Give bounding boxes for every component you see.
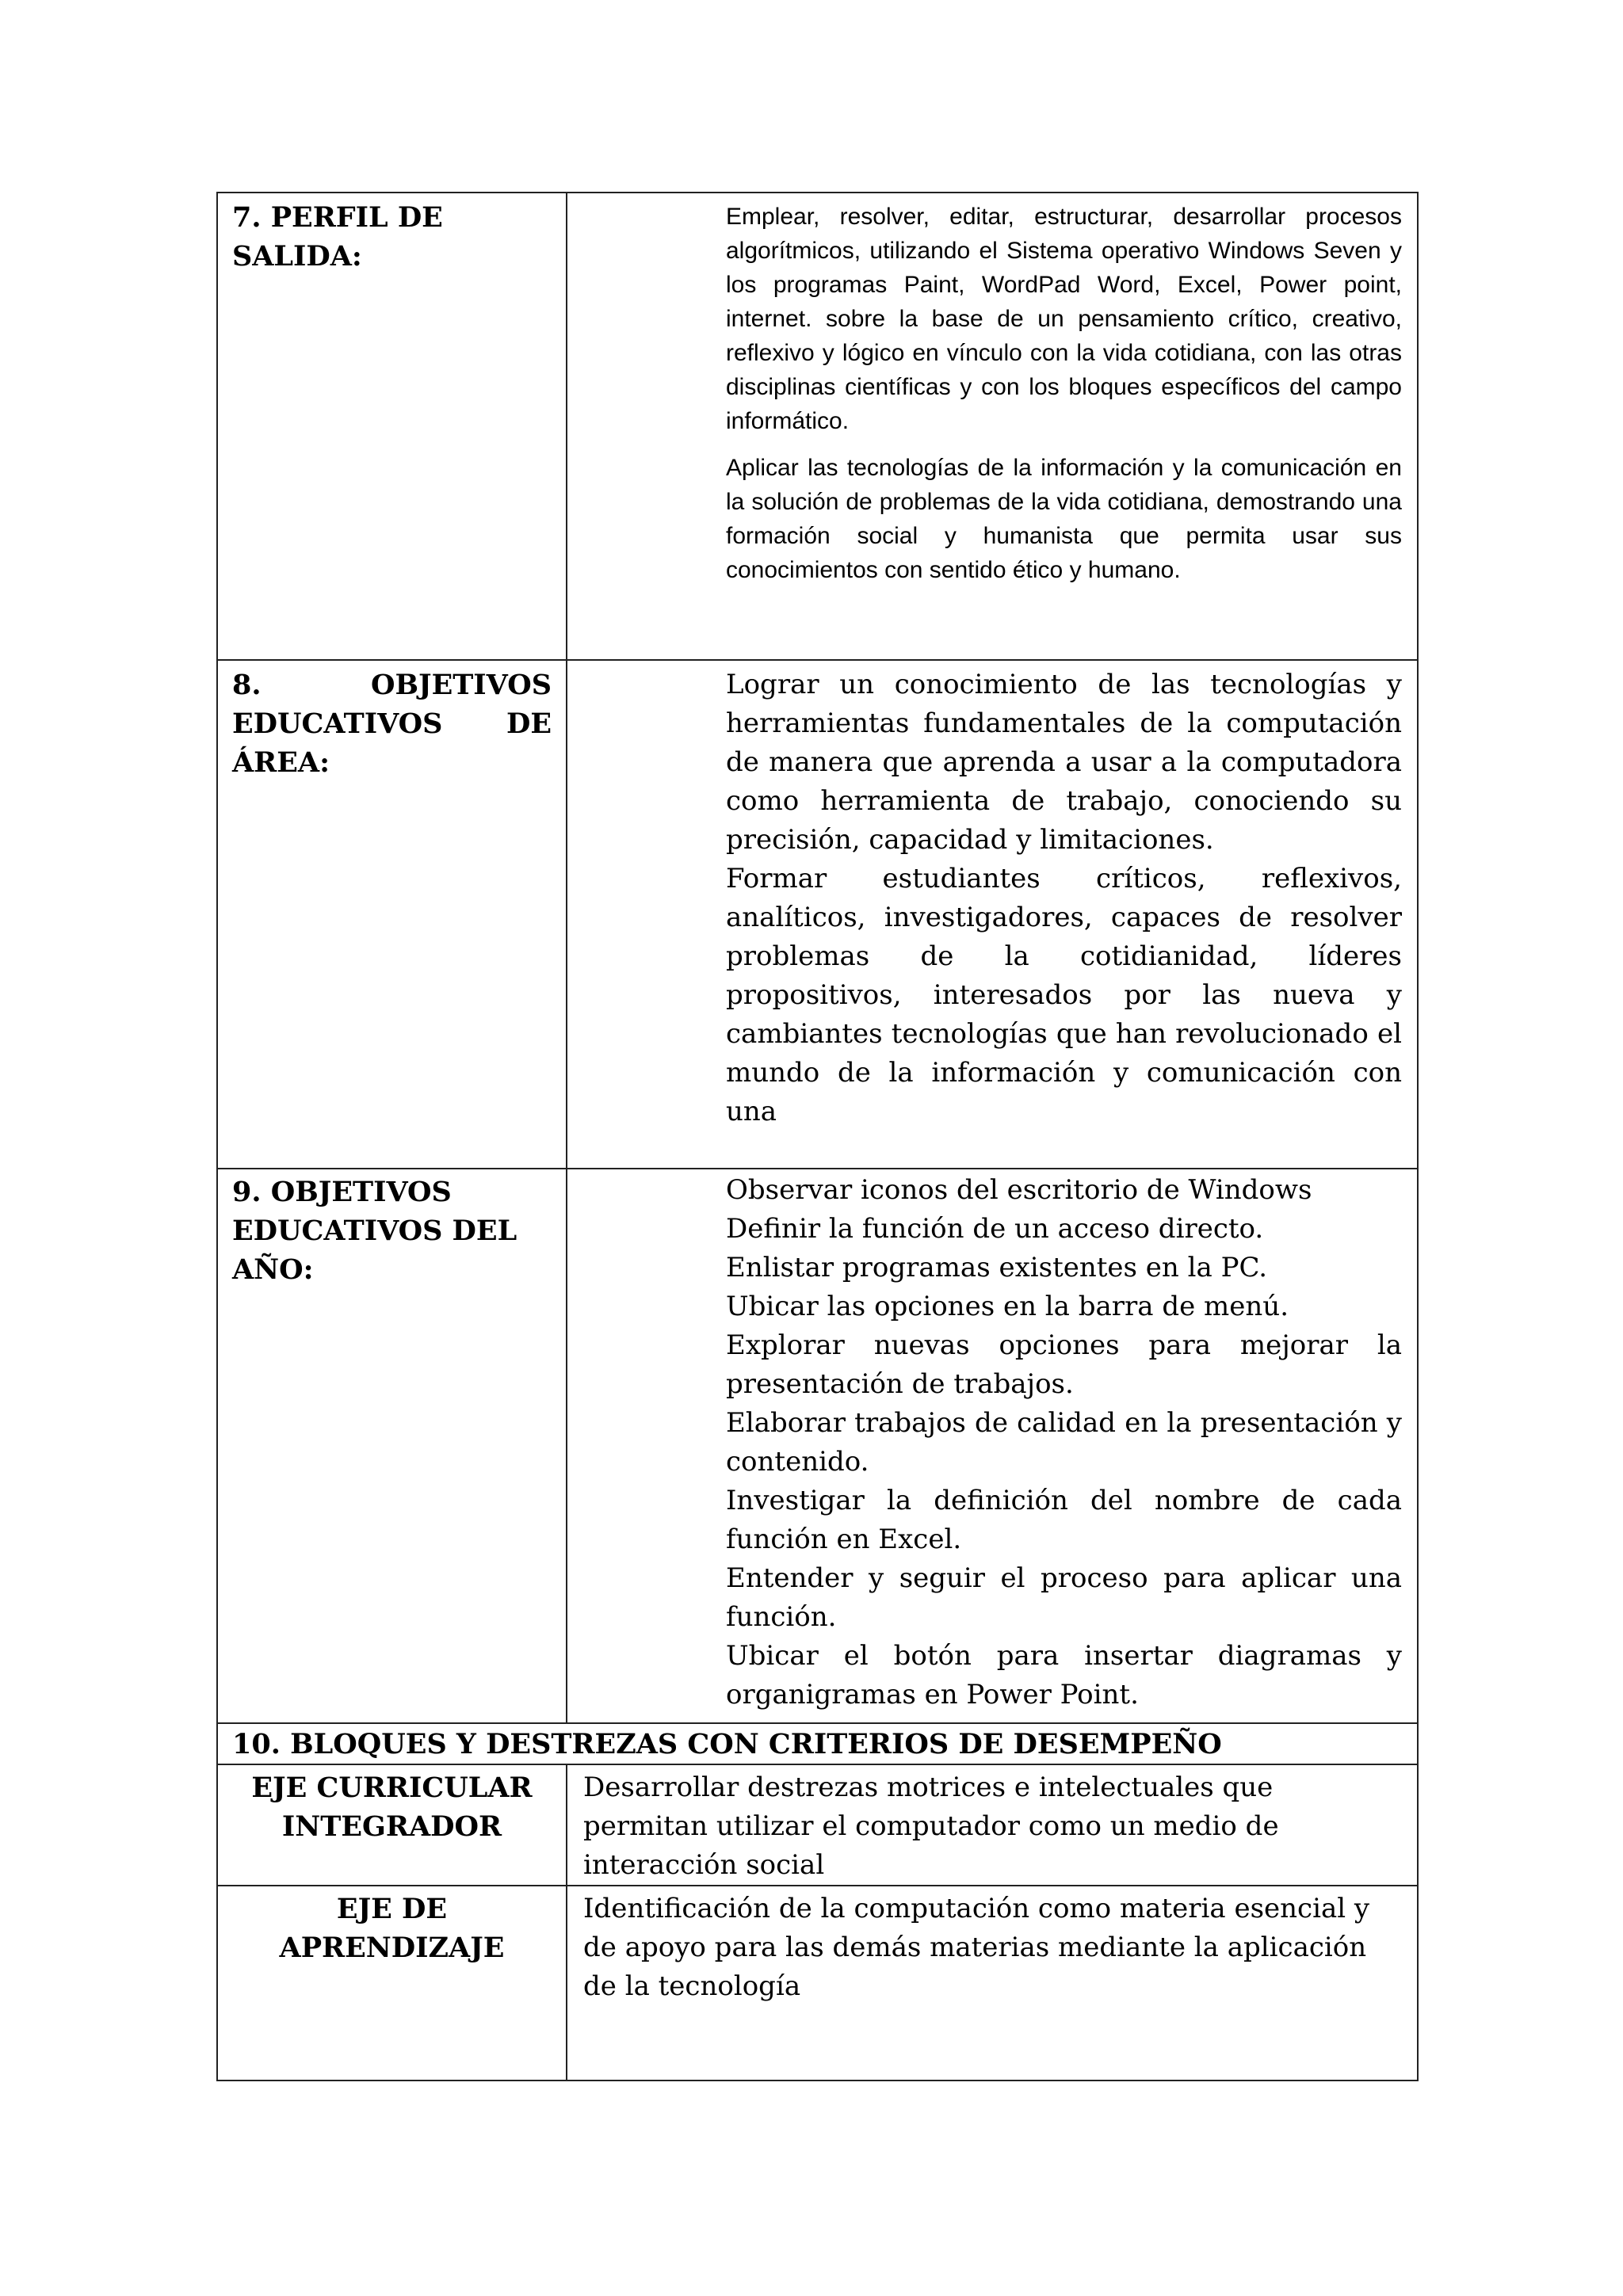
section-7-content [726,193,1402,587]
section-10-title-cell [217,1723,1418,1764]
row-content-cell [567,193,1418,660]
label-line: INTEGRADOR [281,1810,502,1843]
list-item: Ubicar las opciones en la barra de menú. [726,1291,1289,1322]
list-item: Elaborar trabajos de calidad en la presentación y contenido. [726,1407,1402,1478]
list-item: Enlistar programas existentes en la PC. [726,1252,1268,1283]
label-line: 9. OBJETIVOS [232,1176,452,1208]
section-10-title: 10. BLOQUES Y DESTREZAS CON CRITERIOS DE DESEMPEÑO [232,1728,1222,1760]
table-row [217,660,1418,1169]
table-row [217,1886,1418,2081]
section-8-label [218,661,566,782]
table-row [217,1169,1418,1723]
label-line: SALIDA: [232,240,362,273]
eje-curricular-text: Desarrollar destrezas motrices e intelectuales que permitan utilizar el computador como un medio de interacción social [583,1772,1279,1881]
paragraph: Lograr un conocimiento de las tecnologías y herramientas fundamentales de la computación de manera que aprenda a usar a la computadora como herramienta de trabajo, conociendo su precisión, capacidad y limitaciones. [726,669,1402,856]
row-label-cell [217,660,567,1169]
row-label-cell [217,1764,567,1886]
row-content-cell [567,660,1418,1169]
paragraph: Aplicar las tecnologías de la información y la comunicación en la solución de problemas de la vida cotidiana, demostrando una formación social y humanista que permita usar sus conocimientos con sentido ético y humano. [726,455,1402,583]
list-item: Ubicar el botón para insertar diagramas y organigramas en Power Point. [726,1640,1402,1711]
list-item: Definir la función de un acceso directo. [726,1213,1264,1245]
list-item: Explorar nuevas opciones para mejorar la presentación de trabajos. [726,1329,1402,1400]
label-line: AÑO: [232,1253,314,1286]
row-label-cell [217,1886,567,2081]
label-line: EDUCATIVOS DE [232,707,552,740]
section-7-label [218,193,566,276]
paragraph: Emplear, resolver, editar, estructurar, desarrollar procesos algorítmicos, utilizando el Sistema operativo Windows Seven y los programas Paint, WordPad Word, Excel, Power point, internet. sobre la base de un pensamiento crítico, creativo, reflexivo y lógico en vínculo con la vida cotidiana, con las otras disciplinas científicas y con los bloques específicos del campo informático. [726,204,1402,434]
curriculum-table [216,192,1419,2081]
section-9-content [726,1169,1402,1714]
section-8-content [726,661,1402,1168]
list-item: Entender y seguir el proceso para aplicar una función. [726,1562,1402,1633]
label-line: EDUCATIVOS DEL [232,1215,517,1247]
table-row [217,1764,1418,1886]
section-9-label [218,1169,566,1289]
label-line: 7. PERFIL DE [232,201,443,234]
row-content-cell [567,1764,1418,1886]
list-item: Investigar la definición del nombre de cada función en Excel. [726,1485,1402,1555]
eje-aprendizaje-label: EJE DE APRENDIZAJE [279,1893,505,1964]
row-content-cell [567,1886,1418,2081]
list-item: Observar iconos del escritorio de Windows [726,1174,1312,1206]
row-label-cell [217,1169,567,1723]
label-line: ÁREA: [232,746,330,779]
row-label-cell [217,193,567,660]
label-line: EJE CURRICULAR [251,1772,533,1804]
label-line: 8. OBJETIVOS [232,669,552,701]
table-row [217,1723,1418,1764]
paragraph: Formar estudiantes críticos, reflexivos, analíticos, investigadores, capaces de resolver problemas de la cotidianidad, líderes propositivos, interesados por las nueva y cambiantes tecnologías que han revolucionado el mundo de la información y comunicación con una [726,863,1402,1127]
row-content-cell [567,1169,1418,1723]
table-row [217,193,1418,660]
eje-curricular-label [218,1765,566,1846]
eje-aprendizaje-text: Identificación de la computación como materia esencial y de apoyo para las demás materias mediante la aplicación de la tecnología [583,1893,1370,2002]
